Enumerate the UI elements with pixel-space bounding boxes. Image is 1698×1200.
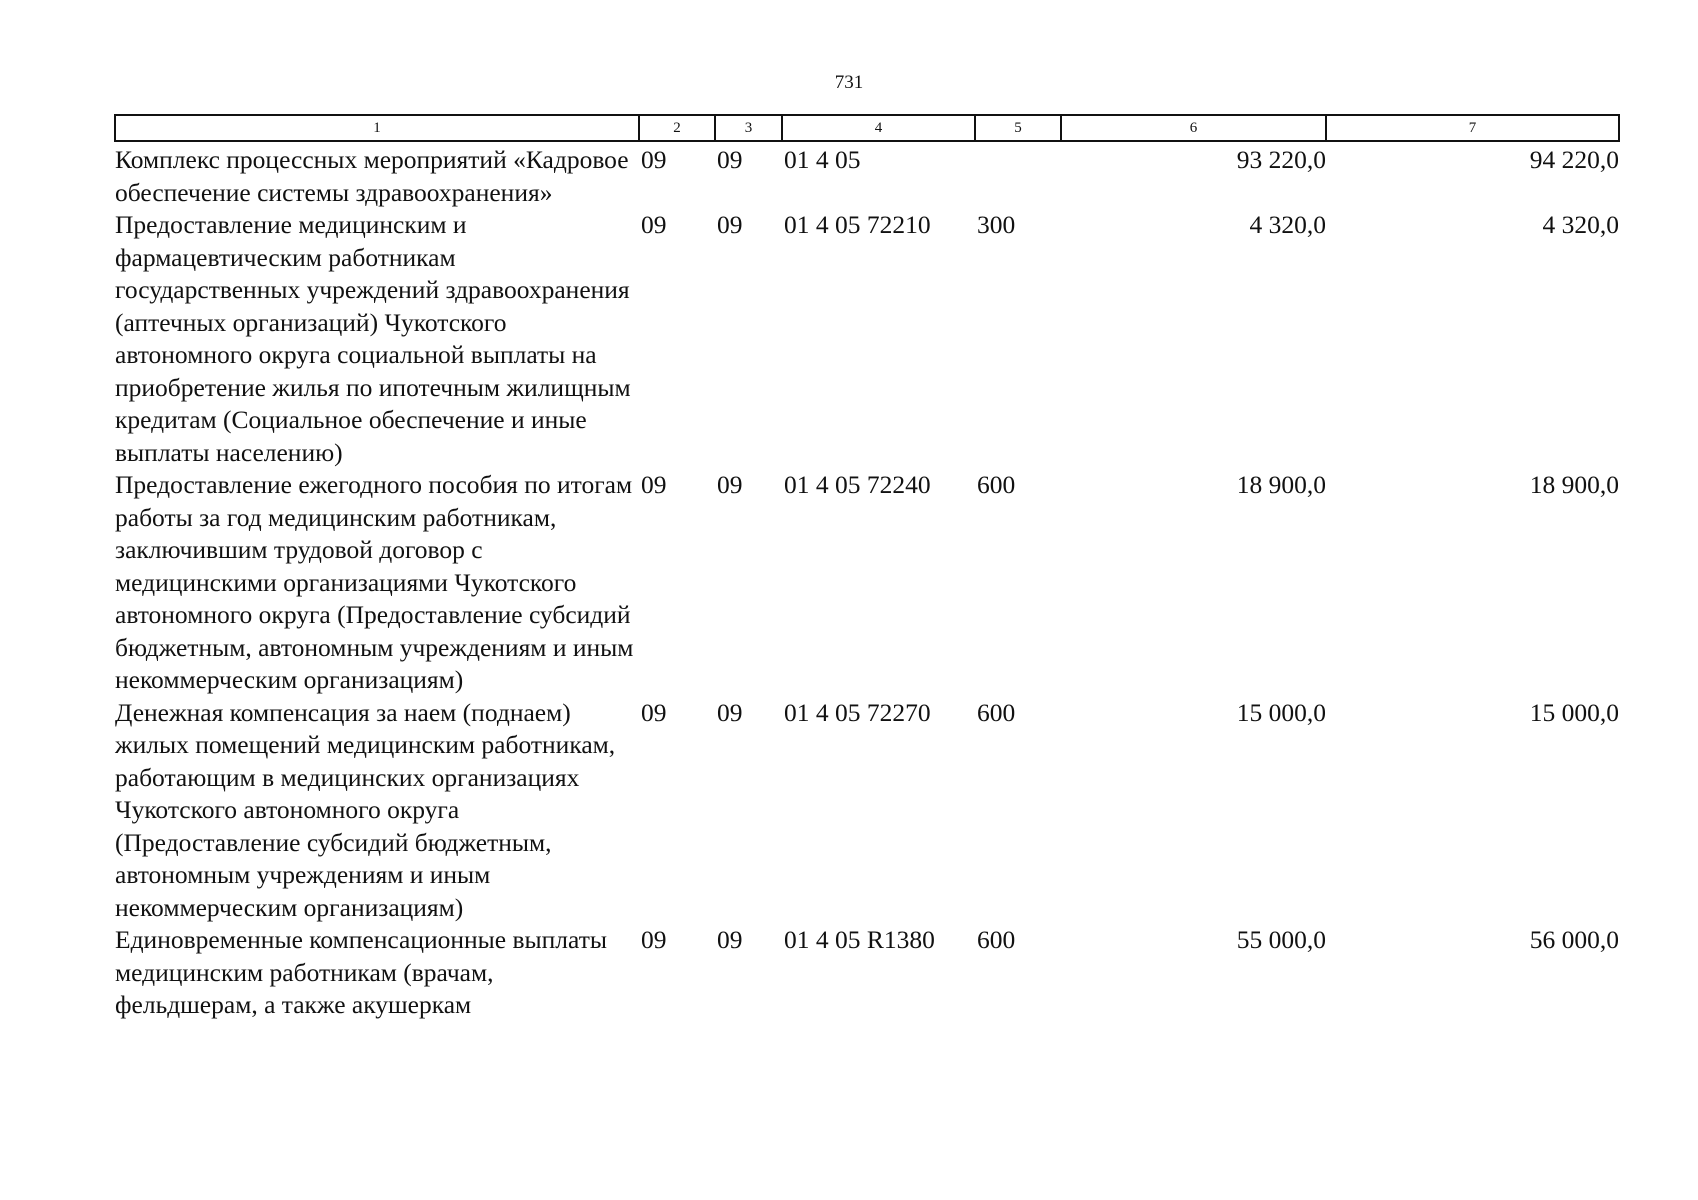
- row-sum-1: 93 220,0: [1236, 145, 1326, 174]
- row-sum-2: 56 000,0: [1529, 925, 1619, 954]
- row-target-code: 01 4 05: [784, 145, 861, 174]
- row-expense-kind: [975, 141, 1061, 209]
- row-target-code: 01 4 05 72240: [784, 470, 931, 499]
- row-sum-2: 18 900,0: [1529, 470, 1619, 499]
- row-subsection: 09: [717, 470, 743, 499]
- budget-table: [114, 114, 1620, 1022]
- row-sum-2: 15 000,0: [1529, 697, 1619, 727]
- row-name: Комплекс процессных мероприятий «Кадровое обеспечение системы здравоохранения»: [115, 145, 629, 207]
- row-expense-kind: 600: [977, 470, 1016, 499]
- row-name: Предоставление медицинским и фармацевтическим работникам государственных учреждений здравоохранения (аптечных организаций) Чукотского автономного округа социальной выплаты на приобретение жилья по ипотечным жилищным кредитам (Социальное обеспечение и иные выплаты населению): [115, 210, 631, 467]
- row-sum-1: 18 900,0: [1236, 470, 1326, 499]
- row-section: 09: [641, 145, 667, 174]
- column-number-1: 1: [115, 115, 639, 141]
- row-name: Единовременные компенсационные выплаты медицинским работникам (врачам, фельдшерам, а также акушеркам: [115, 925, 607, 1019]
- row-sum-1: 15 000,0: [1236, 697, 1326, 727]
- table-row: [115, 924, 1619, 1022]
- column-number-2: 2: [639, 115, 715, 141]
- column-number-7: 7: [1326, 115, 1619, 141]
- table-row: [115, 209, 1619, 469]
- row-target-code: 01 4 05 72210: [784, 210, 931, 239]
- table-body: [115, 141, 1619, 1022]
- row-section: 09: [641, 925, 667, 954]
- header-row: [115, 115, 1619, 141]
- row-sum-1: 4 320,0: [1249, 210, 1326, 239]
- row-sum-2: 4 320,0: [1542, 210, 1619, 239]
- row-subsection: 09: [717, 925, 743, 954]
- column-number-4: 4: [782, 115, 975, 141]
- page-number: 731: [834, 72, 864, 93]
- row-subsection: 09: [717, 145, 743, 174]
- row-target-code: 01 4 05 72270: [784, 697, 931, 727]
- row-section: 09: [641, 470, 667, 499]
- row-subsection: 09: [717, 697, 743, 727]
- row-section: 09: [641, 210, 667, 239]
- table-header: [115, 115, 1619, 141]
- row-sum-1: 55 000,0: [1236, 925, 1326, 954]
- row-expense-kind: 600: [977, 925, 1016, 954]
- column-number-5: 5: [975, 115, 1061, 141]
- row-expense-kind: 300: [977, 210, 1016, 239]
- row-subsection: 09: [717, 210, 743, 239]
- table-row: [115, 697, 1619, 925]
- table-row: [115, 141, 1619, 209]
- table-row: [115, 469, 1619, 697]
- row-expense-kind: 600: [977, 697, 1016, 727]
- column-number-3: 3: [715, 115, 782, 141]
- row-target-code: 01 4 05 R1380: [784, 925, 935, 954]
- row-section: 09: [641, 697, 667, 727]
- row-name: Предоставление ежегодного пособия по итогам работы за год медицинским работникам, заключившим трудовой договор с медицинскими организациями Чукотского автономного округа (Предоставление субсидий бюджетным, автономным учреждениям и иным некоммерческим организациям): [115, 470, 634, 694]
- column-number-6: 6: [1061, 115, 1326, 141]
- row-name: Денежная компенсация за наем (поднаем) жилых помещений медицинским работникам, работающим в медицинских организациях Чукотского автономного округа (Предоставление субсидий бюджетным, автономным учреждениям и иным некоммерческим организациям): [115, 697, 616, 922]
- row-sum-2: 94 220,0: [1529, 145, 1619, 174]
